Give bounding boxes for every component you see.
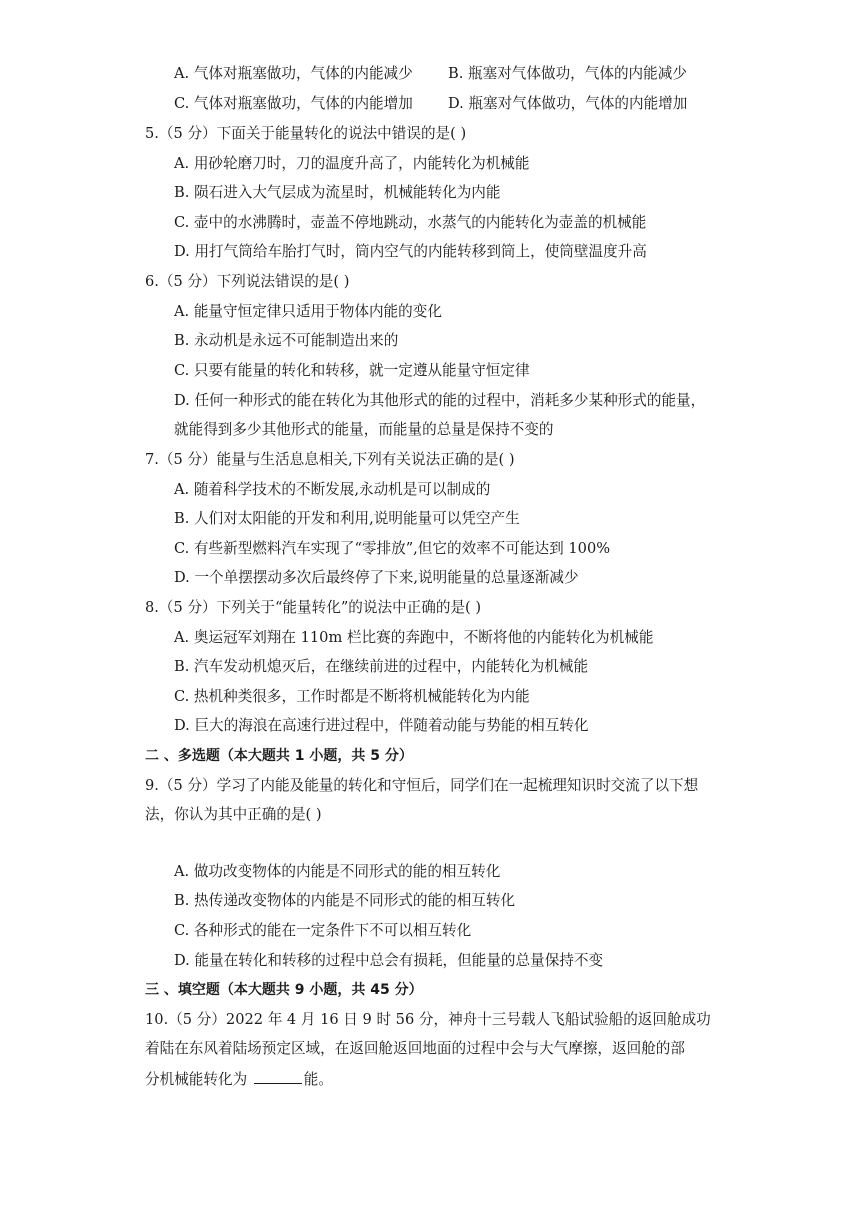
q10-text-after-blank: 能。 [303,1071,333,1088]
q5-option-d: D. 用打气筒给车胎打气时，筒内空气的内能转移到筒上，使筒壁温度升高 [174,243,647,260]
q5-option-c: C. 壶中的水沸腾时，壶盖不停地跳动，水蒸气的内能转化为壶盖的机械能 [174,214,647,231]
q4-option-b: B. 瓶塞对气体做功，气体的内能减少 [448,65,687,82]
q4-option-c: C. 气体对瓶塞做功，气体的内能增加 [174,95,413,112]
q10-text-before-blank: 分机械能转化为 [145,1071,252,1088]
q6-option-c: C. 只要有能量的转化和转移，就一定遵从能量守恒定律 [174,362,530,379]
q9-option-b: B. 热传递改变物体的内能是不同形式的能的相互转化 [174,892,516,909]
q9-option-c: C. 各种形式的能在一定条件下不可以相互转化 [174,922,472,939]
section-heading-multiple-choice: 二 、多选题（本大题共 1 小题，共 5 分） [145,748,413,764]
q6-stem: 6.（5 分）下列说法错误的是( ) [145,273,350,290]
q10-stem-line2: 着陆在东风着陆场预定区域，在返回舱返回地面的过程中会与大气摩擦，返回舱的部 [145,1040,685,1057]
q4-option-a: A. 气体对瓶塞做功，气体的内能减少 [174,65,413,82]
q9-option-d: D. 能量在转化和转移的过程中总会有损耗，但能量的总量保持不变 [174,952,604,969]
q8-option-a: A. 奥运冠军刘翔在 110m 栏比赛的奔跑中，不断将他的内能转化为机械能 [174,629,654,646]
q9-stem: 9.（5 分）学习了内能及能量的转化和守恒后，同学们在一起梳理知识时交流了以下想 [145,777,699,794]
q8-option-d: D. 巨大的海浪在高速行进过程中，伴随着动能与势能的相互转化 [174,717,589,734]
q7-option-b: B. 人们对太阳能的开发和利用,说明能量可以凭空产生 [174,510,520,527]
q9-stem-continued: 法，你认为其中正确的是( ) [145,806,322,823]
q10-stem-line1: 10.（5 分）2022 年 4 月 16 日 9 时 56 分，神舟十三号载人飞船试验船的返回舱成功 [145,1011,711,1028]
section-heading-fill-in-blank: 三 、填空题（本大题共 9 小题，共 45 分） [145,982,423,998]
q8-stem: 8.（5 分）下列关于“能量转化”的说法中正确的是( ) [145,599,482,616]
q6-option-a: A. 能量守恒定律只适用于物体内能的变化 [174,303,442,320]
q7-option-a: A. 随着科学技术的不断发展,永动机是可以制成的 [174,481,491,498]
q10-stem-line3 [145,1069,333,1089]
q10-answer-blank[interactable] [254,1069,302,1084]
q9-option-a: A. 做功改变物体的内能是不同形式的能的相互转化 [174,863,501,880]
q6-option-d-continued: 就能得到多少其他形式的能量，而能量的总量是保持不变的 [174,421,554,438]
q8-option-b: B. 汽车发动机熄灭后，在继续前进的过程中，内能转化为机械能 [174,658,589,675]
q5-option-b: B. 陨石进入大气层成为流星时，机械能转化为内能 [174,184,501,201]
q5-stem: 5.（5 分）下面关于能量转化的说法中错误的是( ) [145,125,467,142]
q7-stem: 7.（5 分）能量与生活息息相关,下列有关说法正确的是( ) [145,451,515,468]
q6-option-d: D. 任何一种形式的能在转化为其他形式的能的过程中，消耗多少某种形式的能量， [174,392,706,409]
q8-option-c: C. 热机种类很多，工作时都是不断将机械能转化为内能 [174,688,530,705]
q6-option-b: B. 永动机是永远不可能制造出来的 [174,332,399,349]
q5-option-a: A. 用砂轮磨刀时，刀的温度升高了，内能转化为机械能 [174,155,530,172]
q7-option-d: D. 一个单摆摆动多次后最终停了下来,说明能量的总量逐渐减少 [174,569,579,586]
q4-option-d: D. 瓶塞对气体做功，气体的内能增加 [448,95,688,112]
q7-option-c: C. 有些新型燃料汽车实现了“零排放”,但它的效率不可能达到 100% [174,540,611,557]
